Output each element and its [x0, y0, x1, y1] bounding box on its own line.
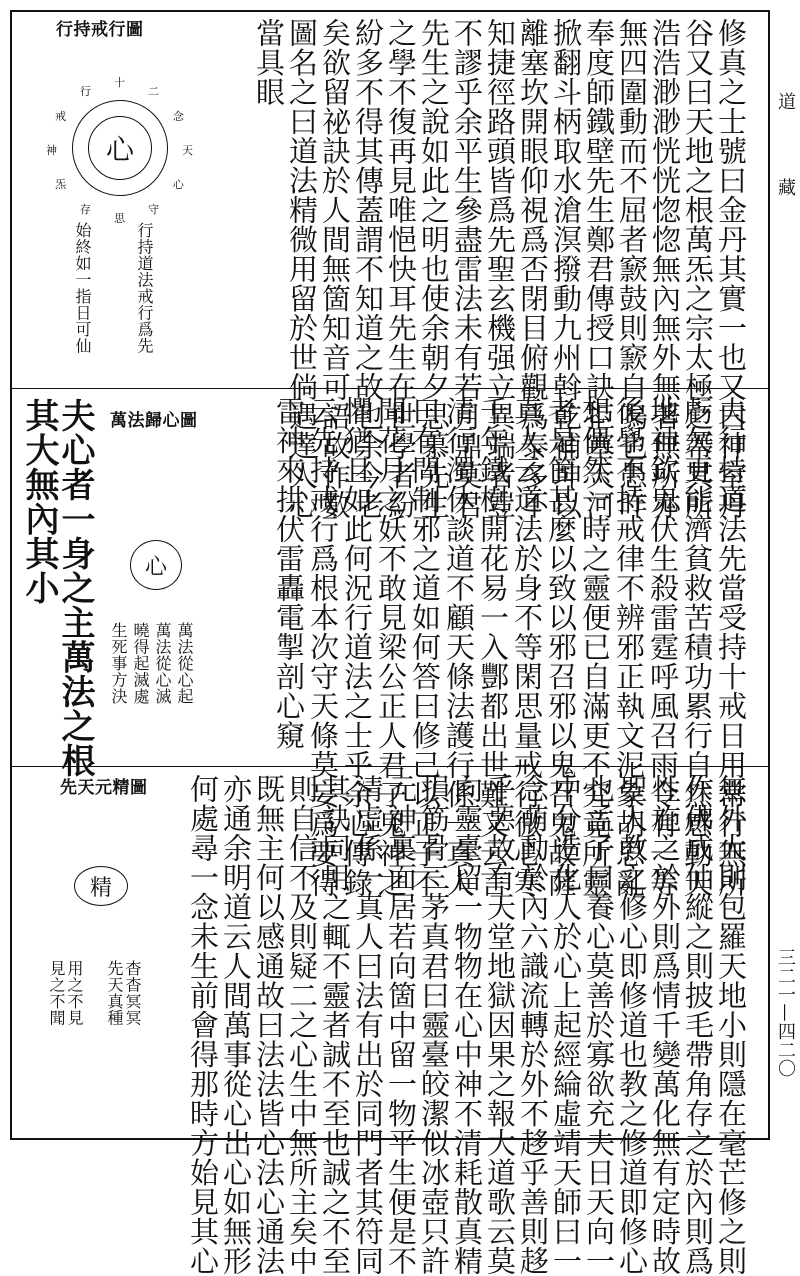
- figure-title: 萬法歸心圖: [110, 411, 198, 431]
- figure-caption: 萬法從心起: [175, 622, 194, 705]
- text-column: 者是箇甚麼以致以邪召邪以鬼召鬼故薩: [544, 396, 578, 898]
- figure-caption: 萬法從心滅: [153, 622, 172, 705]
- text-column: 知捷徑路頭皆爲先聖玄機强立異端者豈: [483, 18, 517, 520]
- text-column: 聞花月之妖不敢見梁公正人君子鬼神之: [374, 396, 408, 898]
- text-column: 掀翻斗柄取水滄溟撥動九州斡乾補坤以: [549, 18, 583, 520]
- text-column: 曰有問制邪之道如何答曰修己以正子不: [408, 396, 442, 898]
- text-column: 千年鐵樹開花易一入酆都出世難又云言: [476, 396, 510, 898]
- figure-center-oval: [130, 540, 182, 590]
- text-column: 作佛成仙縱之則披毛帶角存之於內則爲: [681, 774, 715, 1276]
- text-column: 其訣同用之輒不靈者誠不至也誠之不至: [318, 774, 352, 1276]
- text-column: 真人云道法於身不等閑思量戒行微心寒: [510, 396, 544, 898]
- text-column: 無四圍動而不屈者窾鼓則窾自鳴也愚昨: [615, 18, 649, 520]
- figure-center-oval: [74, 866, 128, 906]
- text-column: 損筋骨三茅真君曰靈臺皎潔似冰壺只許: [417, 774, 451, 1276]
- figure-title: 先天元精圖: [60, 778, 148, 798]
- figure-title: 行持戒行圖: [56, 20, 144, 40]
- text-column: 元神裏面居若向箇中留一物平生便是不: [384, 774, 418, 1276]
- text-column: 離塞坎開眼仰視爲否閉目俯觀爲泰多不: [516, 18, 550, 520]
- text-column: 圖名之曰道法精微用留於世倘遇達人心: [285, 18, 319, 520]
- text-column: 當具眼: [252, 18, 286, 107]
- figure-caption: 杳杳冥冥: [123, 960, 142, 1026]
- text-column: 之學不復再見唯悒快耳先生在世學者紛: [384, 18, 418, 520]
- text-column: 紛多不得其傳蓋謂不知道之故也余今老: [351, 18, 385, 520]
- text-column: 則自信不及則疑二之心生中無所主矣中: [285, 774, 319, 1276]
- text-column: 夫行持道法先當受持十戒日用常行無所: [714, 396, 748, 898]
- text-column: 浩浩渺渺恍恍惚惚無內無外無著無所亦: [648, 18, 682, 520]
- ring-label: 思: [114, 212, 125, 225]
- summary-text: 夫心者一身之主萬法之根: [55, 398, 95, 778]
- text-column: 也孟子曰養心莫善於寡欲充夫日天向一: [582, 774, 616, 1276]
- ring-label: 念: [172, 110, 184, 123]
- figure-center: 精: [89, 875, 112, 901]
- text-column: 後學不持戒律不辨邪正執文泥象胡思亂: [612, 396, 646, 898]
- figure-caption: 見之不聞: [47, 960, 66, 1026]
- text-column: 云先持戒行爲根本次守天條莫妄爲要得: [306, 396, 340, 898]
- text-column: 奉度師鐵壁先生鄭君傳授口訣拒塞天河: [582, 18, 616, 520]
- summary-text: 其大無內其小: [19, 398, 59, 605]
- ring-label: 神: [46, 144, 57, 157]
- ring-label: 天: [182, 144, 193, 157]
- figure-caption: 曉得起滅處: [131, 622, 150, 705]
- text-column: 乎惡故有天堂地獄因果之報大道歌云莫: [483, 774, 517, 1276]
- text-column: 亦通余明道云人間萬事從心出心如無形: [219, 774, 253, 1276]
- text-column: 性施之於外則爲情千變萬化無有定時故: [648, 774, 682, 1276]
- text-column: 修真之士號曰金丹其實一也又曰神室丹: [714, 18, 748, 520]
- ring-label: 存: [80, 202, 91, 216]
- text-column: 向靈臺留一物物在心中神不清耗散真精: [450, 774, 484, 1276]
- text-column: 念萌動於內六識流轉於外不趍乎善則趍: [516, 774, 550, 1276]
- text-column: 雷神來拱伏雷轟電掣剖心窺: [272, 396, 306, 750]
- text-column: 先生之說如此之明也使余朝夕思慕先生: [417, 18, 451, 520]
- page-number: 三二一—四二〇: [775, 948, 796, 1078]
- ring-label: 戒: [55, 110, 67, 123]
- ring-label: 守: [148, 202, 159, 216]
- figure-center: 心: [144, 554, 167, 580]
- text-column: 懼猶且如此何況行道法之士乎余心傳錄: [340, 396, 374, 898]
- ring-label: 十: [114, 76, 125, 89]
- figure-caption: 行持道法戒行爲先: [135, 222, 154, 354]
- text-column: 清虛係一真人曰法有出於同門者其符同: [351, 774, 385, 1276]
- ring-inner: [88, 116, 152, 180]
- ring-label: 心: [172, 178, 184, 191]
- text-column: 何處尋一念未生前會得那時方始見其心: [186, 774, 220, 1276]
- ring-label: 炁: [55, 178, 67, 191]
- text-column: 無外大則包羅天地小則隱在毫芒修之則: [714, 774, 748, 1276]
- text-column: 既無主何以感通故曰法法皆心法心通法: [252, 774, 286, 1276]
- figure-center: 心: [105, 133, 134, 166]
- text-column: 谷又曰天地之根萬炁之宗太極之蔕其所: [681, 18, 715, 520]
- figure-caption: 生死事方決: [109, 622, 128, 705]
- ring-label: 行: [80, 85, 91, 99]
- text-column: 不謬乎余平生參盡雷法未有若月鼎莫君: [450, 18, 484, 520]
- text-column: 矣欲留祕訣於人間無箇知音可語故作數: [318, 18, 352, 520]
- figure-caption: 用之不見: [65, 960, 84, 1026]
- ring-label: 二: [148, 85, 159, 99]
- book-title-2: 藏: [775, 178, 796, 197]
- text-column: 清行濁休談道不顧天條法護行係一真人: [442, 396, 476, 898]
- text-column: 中分造化人於心上起經綸虛靖天師曰一: [549, 774, 583, 1276]
- text-column: 聖人教之修心即修道也教之修道即修心: [615, 774, 649, 1276]
- book-title: 道: [775, 92, 796, 111]
- text-column: 地神欽鬼伏生殺雷霆呼風召雨令有一等: [646, 396, 680, 898]
- text-column: 虧欠更能濟貧救苦積功累行自然感動天: [680, 396, 714, 898]
- text-column: 想偶然一時之靈便已自滿更不究竟所靈: [578, 396, 612, 898]
- figure-caption: 先天真種: [105, 960, 124, 1026]
- figure-caption: 始終如一指日可仙: [73, 222, 92, 354]
